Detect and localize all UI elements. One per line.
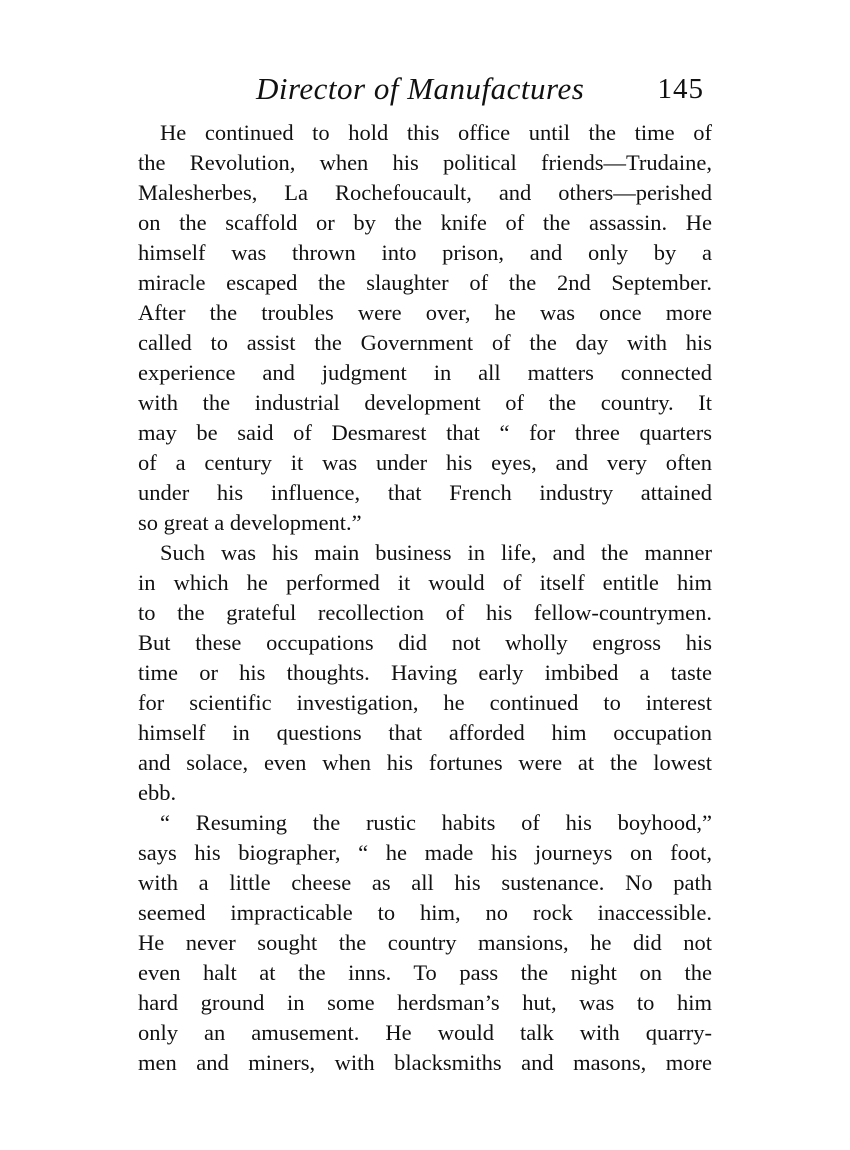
text-line: himself in questions that afforded him occupation: [138, 720, 712, 745]
text-line: may be said of Desmarest that “ for three quarters: [138, 420, 712, 445]
text-line: experience and judgment in all matters connected: [138, 360, 712, 385]
text-line: miracle escaped the slaughter of the 2nd September.: [138, 270, 712, 295]
text-line: Malesherbes, La Rochefoucault, and others—perished: [138, 180, 712, 205]
body-text: [138, 118, 712, 1078]
text-line: hard ground in some herdsman’s hut, was to him: [138, 990, 712, 1015]
running-title: Director of Manufactures: [256, 71, 585, 106]
text-line: to the grateful recollection of his fellow-countrymen.: [138, 600, 712, 625]
text-line: with the industrial development of the country. It: [138, 390, 712, 415]
text-line: After the troubles were over, he was once more: [138, 300, 712, 325]
text-line: even halt at the inns. To pass the night on the: [138, 960, 712, 985]
text-line: He continued to hold this office until the time of: [160, 120, 712, 145]
text-line: Such was his main business in life, and the manner: [160, 540, 712, 565]
text-line: men and miners, with blacksmiths and masons, more: [138, 1050, 712, 1075]
text-line: the Revolution, when his political friends—Trudaine,: [138, 150, 712, 175]
text-line: and solace, even when his fortunes were at the lowest: [138, 750, 712, 775]
text-line: time or his thoughts. Having early imbibed a taste: [138, 660, 712, 685]
page-number: 145: [657, 73, 704, 105]
text-line: says his biographer, “ he made his journeys on foot,: [138, 840, 712, 865]
text-line: “ Resuming the rustic habits of his boyhood,”: [160, 810, 712, 835]
text-line: in which he performed it would of itself entitle him: [138, 570, 712, 595]
text-line: ebb.: [138, 780, 177, 805]
text-line: of a century it was under his eyes, and very often: [138, 450, 712, 475]
text-line: himself was thrown into prison, and only by a: [138, 240, 712, 265]
text-line: so great a development.”: [138, 510, 362, 535]
text-line: for scientific investigation, he continued to interest: [138, 690, 712, 715]
text-line: called to assist the Government of the day with his: [138, 330, 712, 355]
text-line: under his influence, that French industry attained: [138, 480, 712, 505]
text-line: But these occupations did not wholly engross his: [138, 630, 712, 655]
text-line: seemed impracticable to him, no rock inaccessible.: [138, 900, 712, 925]
text-line: only an amusement. He would talk with quarry-: [138, 1020, 712, 1045]
text-line: with a little cheese as all his sustenance. No path: [138, 870, 712, 895]
text-line: on the scaffold or by the knife of the assassin. He: [138, 210, 712, 235]
text-line: He never sought the country mansions, he did not: [138, 930, 712, 955]
running-head: [138, 66, 712, 112]
